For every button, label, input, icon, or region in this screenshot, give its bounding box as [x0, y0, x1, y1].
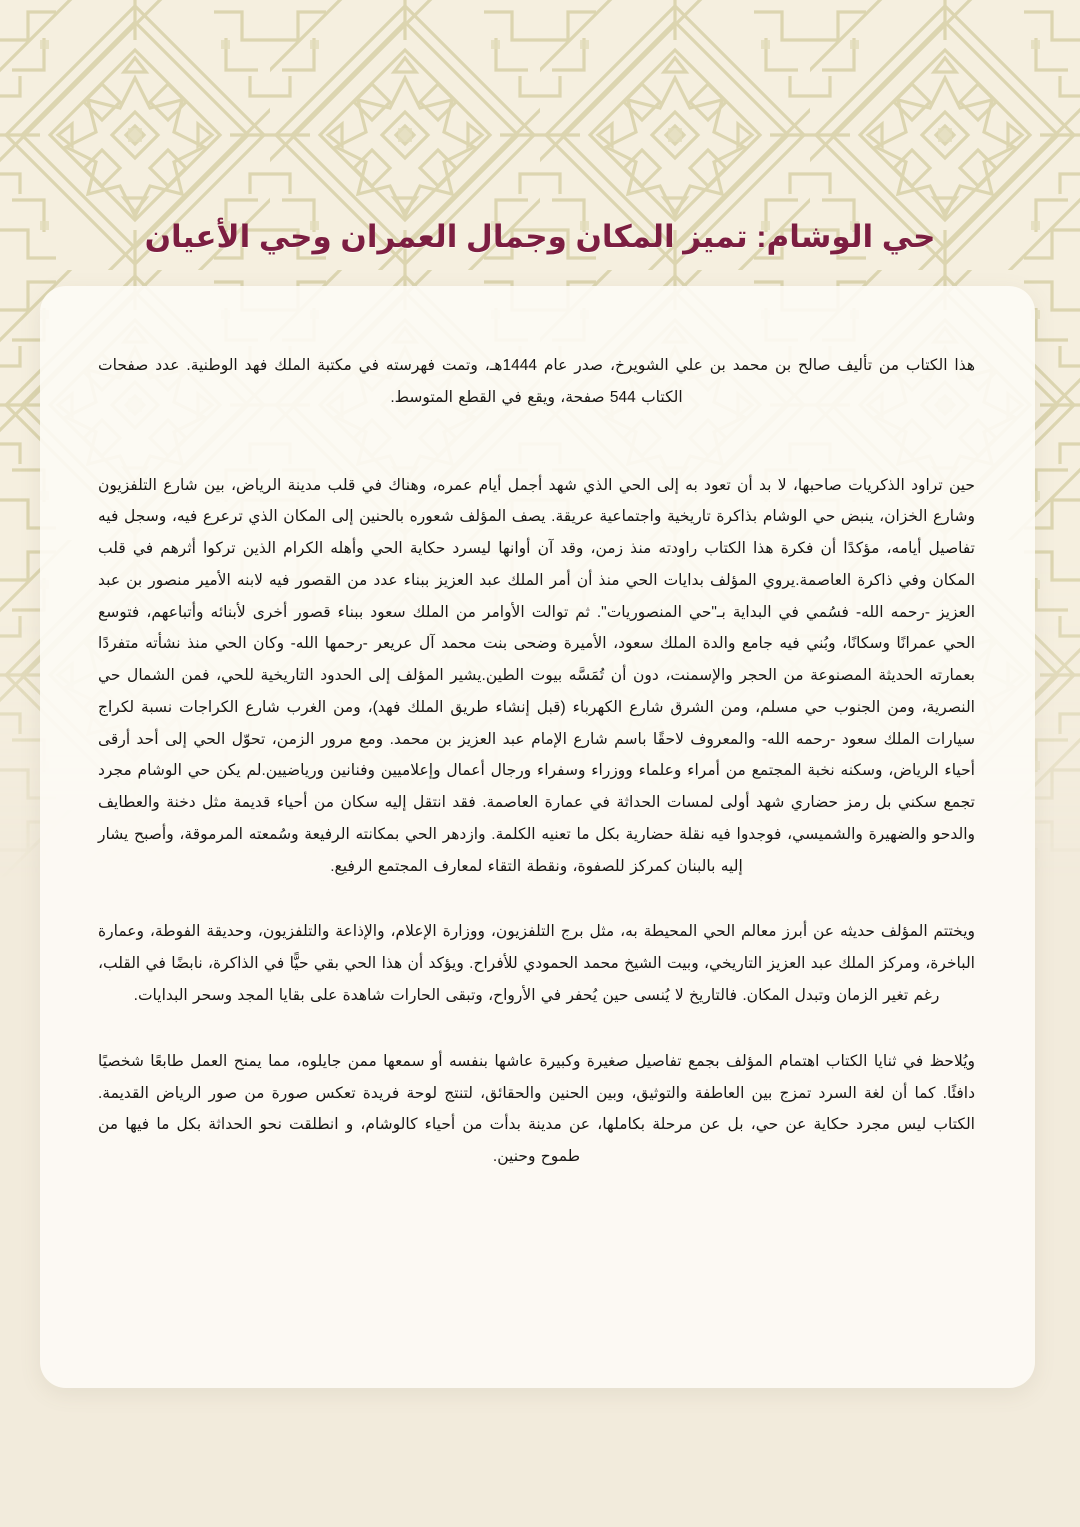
landmarks-paragraph: ويختتم المؤلف حديثه عن أبرز معالم الحي المحيطة به، مثل برج التلفزيون، ووزارة الإعلام، والإذاعة والتلفزيون، وحديقة الفوطة، وعمارة الباخرة، ومركز الملك عبد العزيز التاريخي، وبيت الشيخ محمد الحمودي للأفراح. ويؤكد أن هذا الحي بقي حيًّا في الذاكرة، نابضًا في القلب، رغم تغير الزمان وتبدل المكان. فالتاريخ لا يُنسى حين يُحفر في الأرواح، وتبقى الحارات شاهدة على بقايا المجد وسحر البدايات.: [98, 923, 975, 1005]
neighborhood-history-paragraph: حين تراود الذكريات صاحبها، لا بد أن تعود به إلى الحي الذي شهد أجمل أيام عمره، وهناك في قلب مدينة الرياض، بين شارع التلفزيون وشارع الخزان، ينبض حي الوشام بذاكرة تاريخية واجتماعية عريقة. يصف المؤلف شعوره بالحنين إلى المكان الذي ترعرع فيه، وسجل فيه تفاصيل أيامه، مؤكدًا أن فكرة هذا الكتاب راودته منذ زمن، وقد آن أوانها ليسرد حكاية الحي وأهله الكرام الذين تركوا أثرهم في قلب المكان وفي ذاكرة العاصمة.يروي المؤلف بدايات الحي منذ أن أمر الملك عبد العزيز ببناء عدد من القصور فيه لابنه الأمير منصور بن عبد العزيز -رحمه الله- فسُمي في البداية بـ"حي المنصوريات". ثم توالت الأوامر من الملك سعود ببناء قصور أخرى لأبنائه وأتباعهم، فتوسع الحي عمرانًا وسكانًا، وبُني فيه جامع والدة الملك سعود، الأميرة وضحى بنت محمد آل عريعر -رحمها الله- وكان الحي منذ نشأته متفردًا بعمارته الحديثة المصنوعة من الحجر والإسمنت، دون أن تُمَسَّه بيوت الطين.يشير المؤلف إلى الحدود التاريخية للحي، فمن الشمال حي النصرية، ومن الجنوب حي مسلم، ومن الشرق شارع الكهرباء (قبل إنشاء طريق الملك فهد)، ومن الغرب شارع الكراجات نسبة لكراج سيارات الملك سعود -رحمه الله- والمعروف لاحقًا باسم شارع الإمام عبد العزيز بن محمد. ومع مرور الزمن، تحوّل الحي إلى أحد أرقى أحياء الرياض، وسكنه نخبة المجتمع من أمراء وعلماء ووزراء وسفراء ورجال أعمال وإعلاميين وفنانين ورياضيين.لم يكن حي الوشام مجرد تجمع سكني بل رمز حضاري شهد أولى لمسات الحداثة في عمارة العاصمة. فقد انتقل إليه سكان من أحياء قديمة مثل دخنة والعطايف والدحو والضهيرة والشميسي، فوجدوا فيه نقلة حضارية بكل ما تعنيه الكلمة. وازدهر الحي بمكانته الرفيعة وسُمعته المرموقة، وأصبح يشار إليه بالبنان كمركز للصفوة، ونقطة التقاء لمعارف المجتمع الرفيع.: [98, 476, 975, 875]
closing-remarks-paragraph: ويُلاحظ في ثنايا الكتاب اهتمام المؤلف بجمع تفاصيل صغيرة وكبيرة عاشها بنفسه أو سمعها ممن جايلوه، مما يمنح العمل طابعًا شخصيًا دافئًا. كما أن لغة السرد تمزج بين العاطفة والتوثيق، وبين الحنين والحقائق، لتنتج لوحة فريدة تعكس صورة من صور الرياض القديمة. الكتاب ليس مجرد حكاية عن حي، بل عن مرحلة بكاملها، عن مدينة بدأت من أحياء كالوشام، و انطلقت نحو الحداثة بكل ما فيها من طموح وحنين.: [98, 1052, 975, 1166]
page-title: حي الوشام: تميز المكان وجمال العمران وحي الأعيان: [144, 218, 936, 254]
book-metadata-paragraph: هذا الكتاب من تأليف صالح بن محمد بن علي الشويرخ، صدر عام 1444هـ، وتمت فهرسته في مكتبة الملك فهد الوطنية. عدد صفحات الكتاب 544 صفحة، ويقع في القطع المتوسط.: [98, 357, 975, 406]
article-content-card: [40, 286, 1035, 1388]
